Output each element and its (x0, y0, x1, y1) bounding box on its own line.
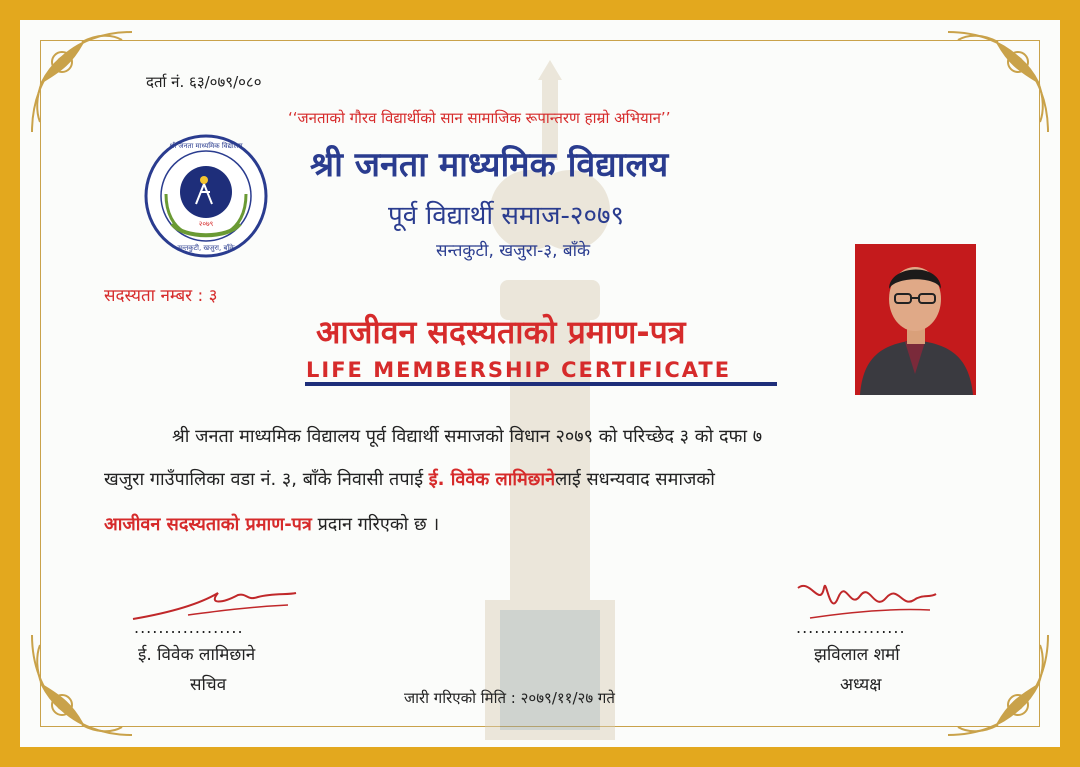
president-title: अध्यक्ष (840, 675, 882, 695)
signature-line-left: .................. (134, 618, 244, 637)
certificate-mention: आजीवन सदस्यताको प्रमाण-पत्र (104, 514, 312, 535)
registration-number: दर्ता नं. ६३/०७९/०८० (146, 73, 262, 91)
logo-inner-text: पूर्व विद्यार्थी समाज (189, 160, 223, 166)
corner-ornament-bottom-right (938, 625, 1058, 745)
body-line-1: श्री जनता माध्यमिक विद्यालय पूर्व विद्यार्थी समाजको विधान २०७९ को परिच्छेद ३ को दफा ७ (172, 426, 763, 447)
membership-number: सदस्यता नम्बर : ३ (104, 286, 218, 306)
corner-ornament-bottom-left (22, 625, 142, 745)
corner-ornament-top-left (22, 22, 142, 142)
issued-date: जारी गरिएको मिति : २०७९/११/२७ गते (404, 689, 615, 707)
secretary-title: सचिव (190, 675, 227, 695)
logo-year: २०७९ (198, 220, 214, 228)
member-photo (855, 244, 976, 395)
body-line-2-prefix: खजुरा गाउँपालिका वडा नं. ३, बाँके निवासी तपाई (104, 469, 429, 490)
logo-bottom-text: सन्तकुटी, खजुरा, बाँके (177, 244, 235, 252)
title-underline (305, 382, 777, 386)
body-line-2-suffix: लाई सधन्यवाद समाजको (555, 469, 715, 490)
address: सन्तकुटी, खजुरा-३, बाँके (436, 241, 591, 261)
body-line-3-suffix: प्रदान गरिएको छ । (311, 514, 440, 535)
certificate-title-english: LIFE MEMBERSHIP CERTIFICATE (306, 358, 732, 382)
secretary-name: ई. विवेक लामिछाने (138, 645, 256, 665)
school-logo (144, 134, 268, 258)
school-name: श्री जनता माध्यमिक विद्यालय (310, 145, 669, 185)
member-name: ई. विवेक लामिछाने (428, 469, 556, 490)
slogan: ‘‘जनताको गौरव विद्यार्थीको सान सामाजिक रूपान्तरण हाम्रो अभियान’’ (288, 109, 671, 127)
society-name: पूर्व विद्यार्थी समाज-२०७९ (388, 201, 625, 231)
body-line-3 (104, 512, 439, 536)
president-name: झविलाल शर्मा (814, 645, 900, 665)
corner-ornament-top-right (938, 22, 1058, 142)
certificate-title-nepali: आजीवन सदस्यताको प्रमाण-पत्र (316, 313, 686, 351)
logo-outer-text: श्री जनता माध्यमिक विद्यालय (169, 142, 243, 150)
body-line-2 (104, 467, 715, 491)
signature-line-right: .................. (796, 618, 906, 637)
